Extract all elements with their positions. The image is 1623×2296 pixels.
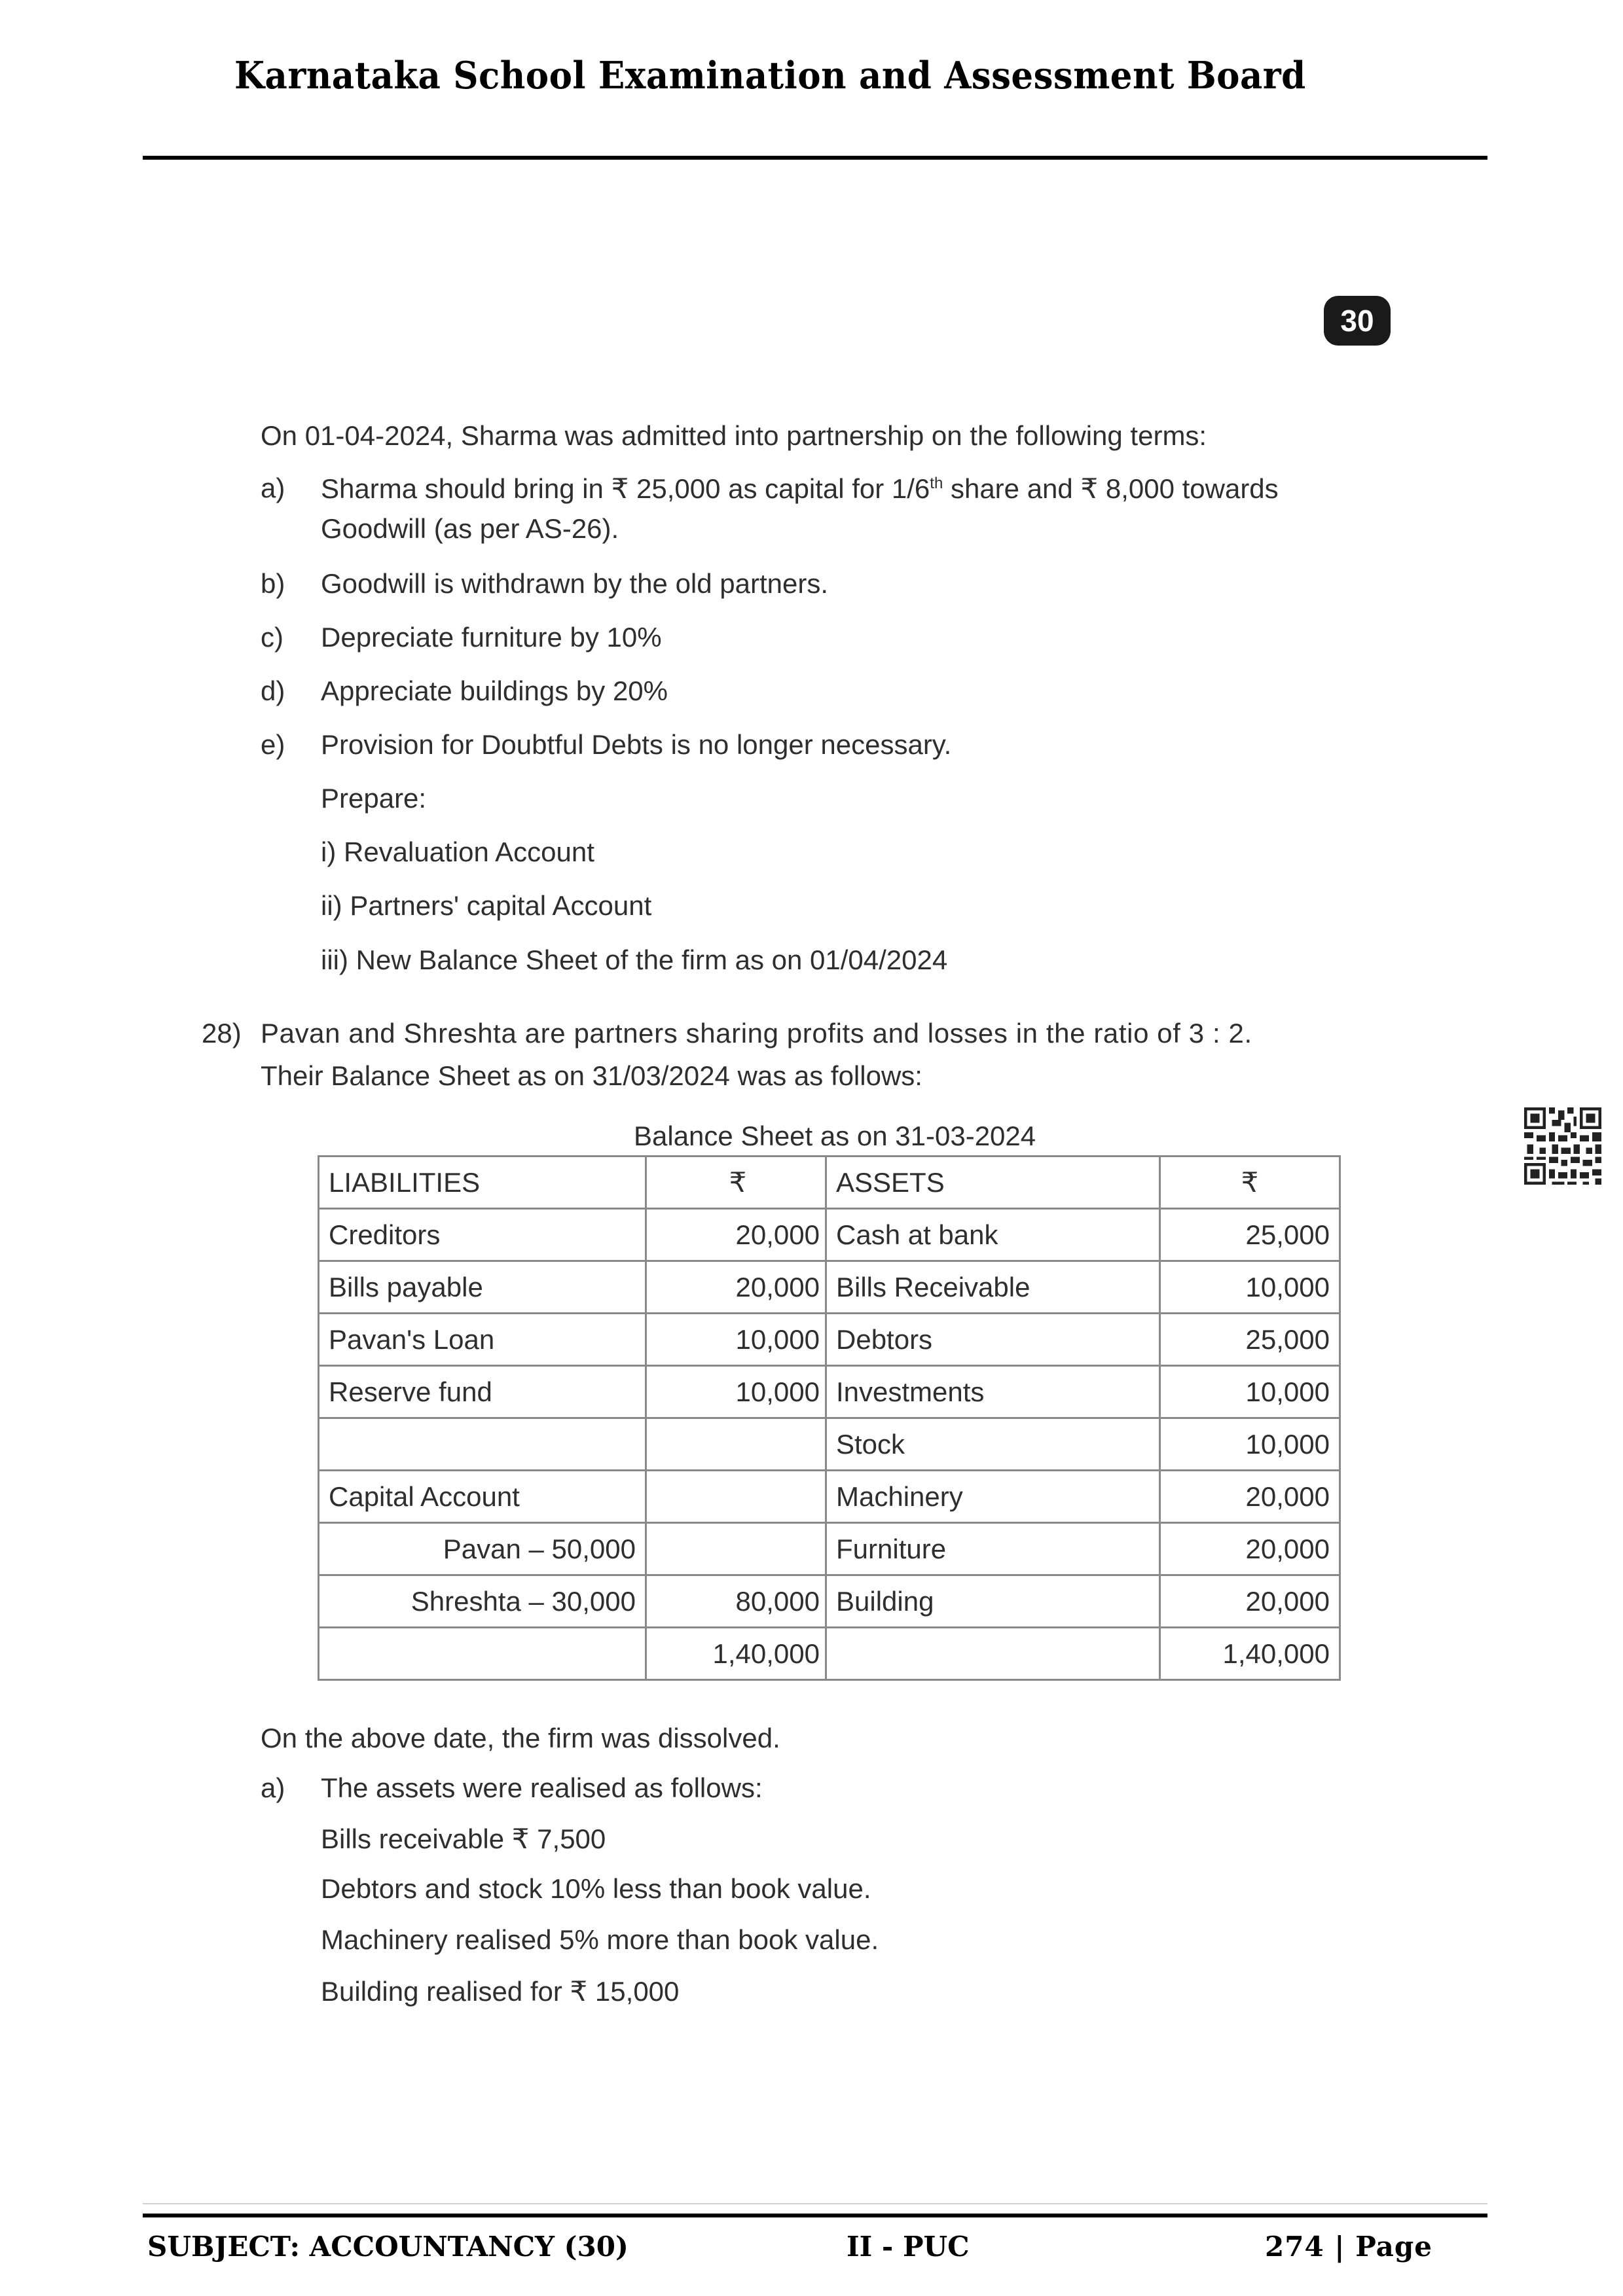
asset-amount: 20,000 <box>1160 1471 1340 1523</box>
table-total-row <box>319 1628 1340 1680</box>
term-e-marker: e) <box>261 729 285 760</box>
asset-name: Stock <box>826 1418 1160 1471</box>
table-row <box>319 1575 1340 1628</box>
prepare-item-2: ii) Partners' capital Account <box>321 890 652 921</box>
asset-name: Furniture <box>826 1523 1160 1575</box>
header-rupee-liabilities: ₹ <box>646 1157 826 1209</box>
header-liabilities: LIABILITIES <box>319 1157 646 1209</box>
asset-name: Machinery <box>826 1471 1160 1523</box>
realisation-building: Building realised for ₹ 15,000 <box>321 1976 680 2007</box>
marks-badge: 30 <box>1324 296 1391 346</box>
table-row <box>319 1366 1340 1418</box>
q28-line2: Their Balance Sheet as on 31/03/2024 was as follows: <box>261 1060 922 1091</box>
liability-name: Shreshta – 30,000 <box>319 1575 646 1628</box>
sub-a-marker: a) <box>261 1772 285 1803</box>
table-row <box>319 1261 1340 1314</box>
table-row <box>319 1418 1340 1471</box>
footer-subject: SUBJECT: ACCOUNTANCY (30) <box>147 2231 629 2263</box>
sub-a-text: The assets were realised as follows: <box>321 1772 763 1803</box>
asset-amount: 10,000 <box>1160 1261 1340 1314</box>
term-a-text-cont: share and ₹ 8,000 towards <box>943 473 1279 504</box>
q28-number: 28) <box>202 1018 242 1049</box>
term-a-line1 <box>321 473 1279 505</box>
term-b-marker: b) <box>261 568 285 599</box>
asset-amount: 25,000 <box>1160 1209 1340 1261</box>
liability-amount: 20,000 <box>646 1261 826 1314</box>
footer-divider <box>143 2214 1487 2217</box>
header-rupee-assets: ₹ <box>1160 1157 1340 1209</box>
asset-name: Building <box>826 1575 1160 1628</box>
table-row <box>319 1314 1340 1366</box>
balance-sheet-table <box>318 1155 1341 1681</box>
term-c-marker: c) <box>261 622 283 653</box>
prepare-label: Prepare: <box>321 783 427 814</box>
term-a-text: Sharma should bring in ₹ 25,000 as capital for 1/6 <box>321 473 930 504</box>
liability-name <box>319 1418 646 1471</box>
q28-line1: Pavan and Shreshta are partners sharing profits and losses in the ratio of 3 : 2. <box>261 1018 1252 1049</box>
asset-name: Cash at bank <box>826 1209 1160 1261</box>
term-a-marker: a) <box>261 473 285 503</box>
liability-amount <box>646 1471 826 1523</box>
realisation-bills-receivable: Bills receivable ₹ 7,500 <box>321 1823 606 1854</box>
footer-page-number: 274 | Page <box>1265 2231 1432 2263</box>
term-d-marker: d) <box>261 675 285 706</box>
liability-name: Pavan's Loan <box>319 1314 646 1366</box>
table-row <box>319 1209 1340 1261</box>
asset-name: Bills Receivable <box>826 1261 1160 1314</box>
liability-amount: 20,000 <box>646 1209 826 1261</box>
liability-name: Pavan – 50,000 <box>319 1523 646 1575</box>
term-e-text: Provision for Doubtful Debts is no longer necessary. <box>321 729 952 760</box>
liability-amount: 80,000 <box>646 1575 826 1628</box>
liability-name: Reserve fund <box>319 1366 646 1418</box>
asset-amount: 20,000 <box>1160 1523 1340 1575</box>
prepare-item-3: iii) New Balance Sheet of the firm as on 01/04/2024 <box>321 944 948 975</box>
asset-name: Debtors <box>826 1314 1160 1366</box>
asset-name <box>826 1628 1160 1680</box>
realisation-debtors-stock: Debtors and stock 10% less than book value. <box>321 1873 871 1904</box>
liability-amount <box>646 1418 826 1471</box>
footer-class: II - PUC <box>847 2231 970 2263</box>
term-b-text: Goodwill is withdrawn by the old partners. <box>321 568 829 599</box>
asset-amount: 25,000 <box>1160 1314 1340 1366</box>
prepare-item-1: i) Revaluation Account <box>321 836 594 867</box>
liability-amount: 10,000 <box>646 1314 826 1366</box>
dissolution-intro: On the above date, the firm was dissolved. <box>261 1723 780 1753</box>
balance-sheet-caption: Balance Sheet as on 31-03-2024 <box>634 1121 1036 1151</box>
term-d-text: Appreciate buildings by 20% <box>321 675 668 706</box>
liability-amount <box>646 1523 826 1575</box>
asset-amount: 10,000 <box>1160 1366 1340 1418</box>
qr-code-icon <box>1524 1107 1601 1185</box>
page-header-title: Karnataka School Examination and Assessment Board <box>234 54 1306 98</box>
q27-intro: On 01-04-2024, Sharma was admitted into partnership on the following terms: <box>261 420 1207 451</box>
table-row <box>319 1471 1340 1523</box>
header-assets: ASSETS <box>826 1157 1160 1209</box>
liability-name <box>319 1628 646 1680</box>
term-a-line2: Goodwill (as per AS-26). <box>321 513 619 544</box>
footer-divider-thin <box>143 2203 1487 2204</box>
asset-name: Investments <box>826 1366 1160 1418</box>
asset-total: 1,40,000 <box>1160 1628 1340 1680</box>
liability-name: Bills payable <box>319 1261 646 1314</box>
liability-name: Creditors <box>319 1209 646 1261</box>
liability-total: 1,40,000 <box>646 1628 826 1680</box>
table-row <box>319 1523 1340 1575</box>
asset-amount: 10,000 <box>1160 1418 1340 1471</box>
realisation-machinery: Machinery realised 5% more than book value. <box>321 1924 879 1955</box>
term-c-text: Depreciate furniture by 10% <box>321 622 662 653</box>
header-divider <box>143 156 1487 160</box>
liability-amount: 10,000 <box>646 1366 826 1418</box>
table-header-row <box>319 1157 1340 1209</box>
asset-amount: 20,000 <box>1160 1575 1340 1628</box>
superscript-th: th <box>930 475 943 492</box>
liability-name: Capital Account <box>319 1471 646 1523</box>
